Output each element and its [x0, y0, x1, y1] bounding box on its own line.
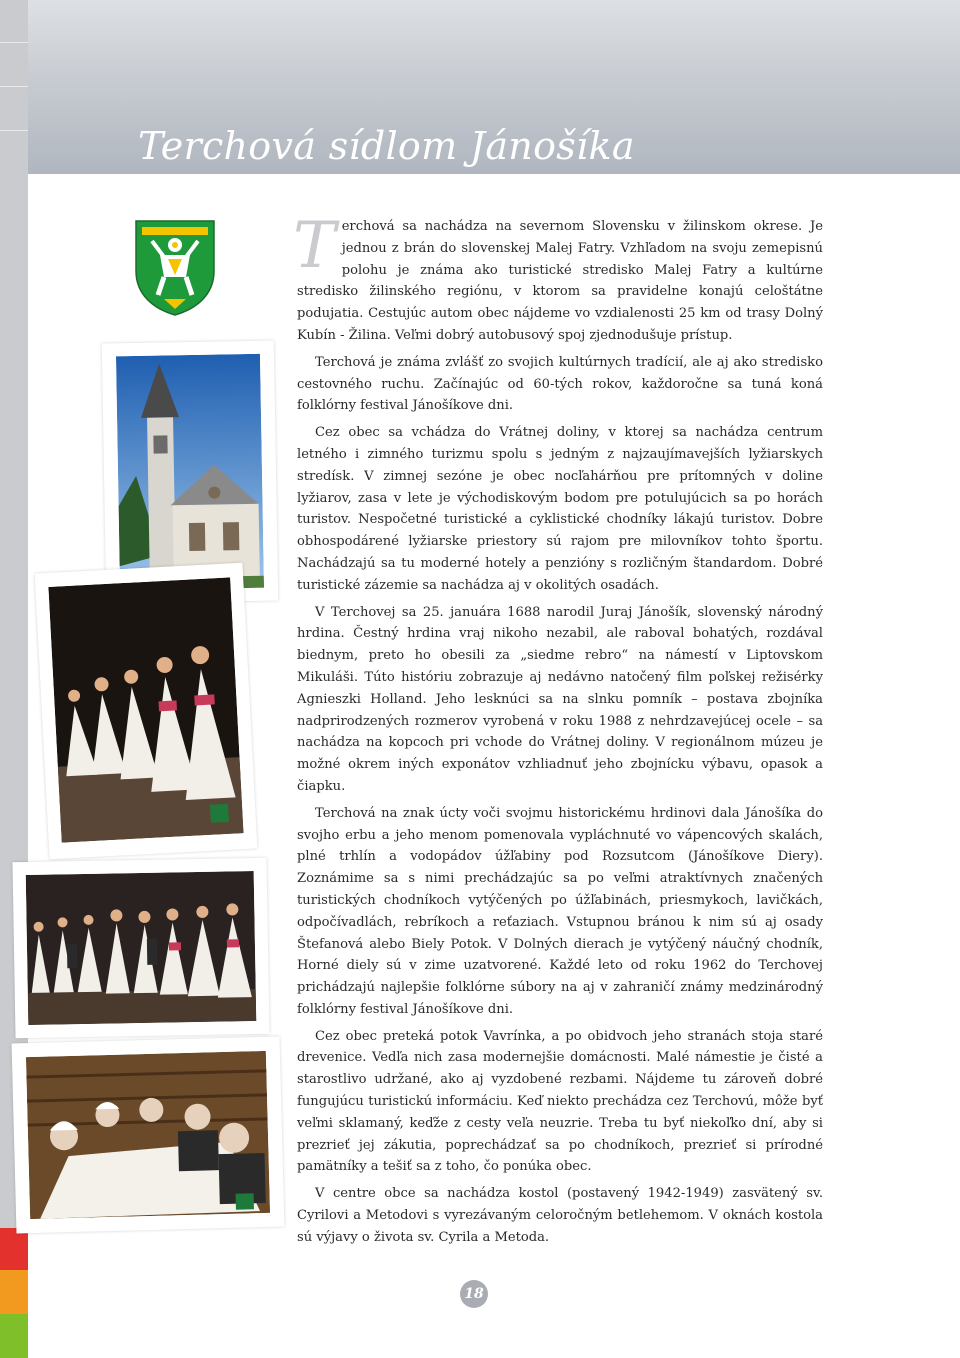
strip-divider — [0, 86, 28, 87]
strip-block-green — [0, 1314, 28, 1358]
page-number-badge: 18 — [460, 1280, 488, 1308]
strip-divider — [0, 130, 28, 131]
article-paragraph: Cez obec sa vchádza do Vrátnej doliny, v ktorej sa nachádza centrum letného i zimného turizmu spolu s jedným z najzaujímavejších lyžiarskych stredísk. V zimnej sezóne je obec nocľahárňou pre prítomných v doline lyžiarov, zasa v lete je východiskovým bodom pre potulujúcich sa po horách turistov. Nespočetné turistické a cyklistické chodníky lákajú turistov. Dobre obhospodárené lyžiarske priestory sú rajom pre milovníkov tohto športu. Nachádzajú sa tu moderné hotely a penzióny s rozličným štandardom. Dobré turistické zázemie sa nachádza aj v okolitých osadách. — [297, 425, 823, 593]
photo-folk-ensemble — [12, 858, 269, 1038]
article-paragraph: V centre obce sa nachádza kostol (postavený 1942-1949) zasvätený sv. Cyrilovi a Metodovi s vyrezávaným celoročným betlehemom. V oknách kostola sú výjavy o života sv. Cyrila a Metoda. — [297, 1186, 823, 1245]
drop-cap: T — [293, 209, 336, 283]
article-paragraph: Terchová na znak úcty voči svojmu historickému hrdinovi dala Jánošíka do svojho erbu a jeho menom pomenovala vypláchnuté vo vápencových skalách, plné trhlín a vodopádov úžľabiny pod Rozsutcom (Jánošíkove Diery). Zoznámime sa s nimi prechádzajúc sa po veľmi atraktívnych značených turistických chodníkoch vytýčených po úžľabinách, priesmykoch, lavičkách, odpočívadlách, rebríkoch a reťaziach. Vstupnou bránou k nim sú aj osady Štefanová alebo Biely Potok. V Dolných dierach je vytýčený náučný chodník, Horné diely sú v zime uzatvorené. Každé leto od roku 1962 do Terchovej prichádzajú najlepšie folklórne súbory na aj v zahraničí známy medzinárodný folklórny festival Jánošíkove dni. — [297, 805, 823, 1017]
article-paragraph: Cez obec preteká potok Vavrínka, a po obidvoch jeho stranách stoja staré drevenice. Vedľa nich zasa modernejšie domácnosti. Malé námestie je čisté a starostlivo udržané, ako aj vyzdobené rezbami. Nájdeme tu zároveň dobré fungujúcu turistickú informáciu. Keď niekto prechádza cez Terchovú, môže byť veľmi sklamaný, keďže z cesty veľa neuzrie. Treba tu byť niekoľko dní, aby si prezrieť jej zákutia, poprechádzať sa po chodníkoch, prezrieť si prírodné pamätníky a tešiť sa z toho, čo ponúka obec. — [297, 1028, 823, 1175]
page-title: Terchová sídlom Jánošíka — [138, 124, 635, 168]
strip-divider — [0, 42, 28, 43]
strip-block-red — [0, 1228, 28, 1270]
article-body — [293, 209, 823, 1254]
strip-block-orange — [0, 1270, 28, 1314]
paragraph-text: erchová sa nachádza na severnom Slovensku v žilinskom okrese. Je jednou z brán do slovenskej Malej Fatry. Vzhľadom na svoju zemepisnú polohu je známa ako turistické stredisko Malej Fatry a kultúrne stredisko žilinského regiónu, v ktorom sa pravidelne konajú celoštátne podujatia. Cestujúc autom obec nájdeme vo vzdialenosti 25 km od trasy Dolný Kubín - Žilina. Veľmi dobrý autobusový spoj zjednodušuje prístup. — [297, 219, 823, 343]
coat-of-arms — [134, 219, 216, 317]
article-paragraph: V Terchovej sa 25. januára 1688 narodil Juraj Jánošík, slovenský národný hrdina. Čestný hrdina vraj nikoho nezabil, ale raboval bohatých, rozdával biednym, preto ho obesili za „siedme rebro“ na námestí v Liptovskom Mikuláši. Túto históriu zobrazuje aj nedávno natočený film poľskej režisérky Agnieszki Holland. Jeho lesknúci sa na slnku pomník – postava zbojníka nadprirodzených rozmerov vyrobená v roku 1988 z nehrdzavejúcej ocele – sa nachádza na kopcoch pri vchode do Vrátnej doliny. V regionálnom múzeu je možné okrem iných exponátov vzhliadnuť jeho zbojnícku výbavu, opasok a čiapku. — [297, 604, 823, 794]
photo-church — [102, 341, 279, 604]
photo-folk-dancers — [35, 563, 258, 859]
photo-locals-at-table — [12, 1037, 285, 1234]
article-paragraph: Terchová je známa zvlášť zo svojich kultúrnych tradícií, ale aj ako stredisko cestovného ruchu. Začínajúc od 60-tých rokov, každoročne sa tuná koná folklórny festival Jánošíkove dni. — [297, 354, 823, 414]
article-paragraph — [293, 209, 823, 347]
